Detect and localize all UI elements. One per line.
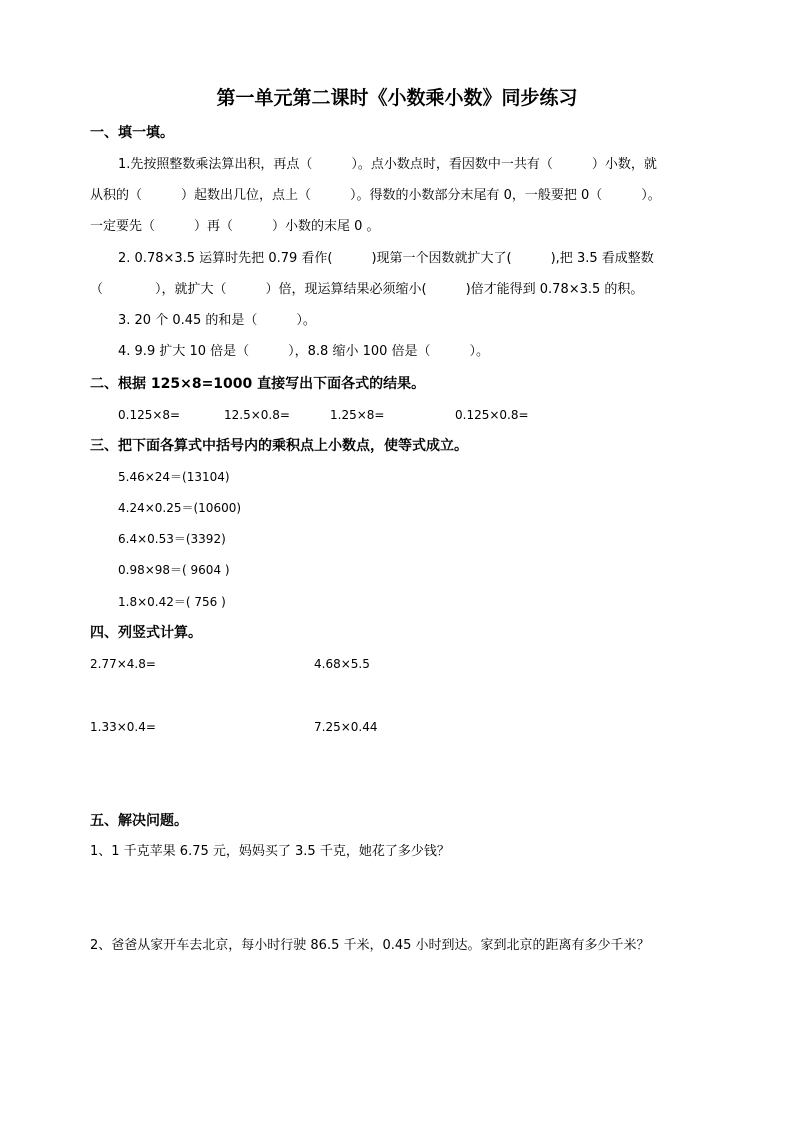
s2-item-4: 0.125×0.8= [455, 408, 529, 422]
s1-question-1-line-2: 从积的（ ）起数出几位，点上（ ）。得数的小数部分末尾有 0，一般要把 0（ ）。 [90, 188, 661, 203]
section-4-heading: 四、列竖式计算。 [90, 625, 202, 641]
s4-item-2: 4.68×5.5 [314, 657, 370, 671]
s1-question-2-line-2: （ ），就扩大（ ）倍，现运算结果必须缩小( )倍才能得到 0.78×3.5 的积。 [90, 282, 644, 297]
section-3-heading: 三、把下面各算式中括号内的乘积点上小数点，使等式成立。 [90, 438, 468, 454]
s1-question-3: 3. 20 个 0.45 的和是（ ）。 [118, 313, 316, 328]
s4-item-4: 7.25×0.44 [314, 720, 378, 734]
s2-item-2: 12.5×0.8= [224, 408, 290, 422]
s1-question-4: 4. 9.9 扩大 10 倍是（ ），8.8 缩小 100 倍是（ ）。 [118, 344, 490, 359]
section-1-heading: 一、填一填。 [90, 125, 174, 141]
s4-item-1: 2.77×4.8= [90, 657, 156, 671]
s1-question-1-line-3: 一定要先（ ）再（ ）小数的末尾 0 。 [90, 219, 380, 234]
s1-question-1-line-1: 1.先按照整数乘法算出积，再点（ ）。点小数点时，看因数中一共有（ ）小数，就 [118, 157, 657, 172]
s5-question-2: 2、爸爸从家开车去北京，每小时行驶 86.5 千米，0.45 小时到达。家到北京的距离有多少千米？ [90, 938, 650, 953]
s4-item-3: 1.33×0.4= [90, 720, 156, 734]
s2-item-3: 1.25×8= [330, 408, 385, 422]
s3-item-2: 4.24×0.25＝(10600) [118, 501, 242, 515]
s3-item-5: 1.8×0.42＝( 756 ) [118, 595, 226, 609]
s2-item-1: 0.125×8= [118, 408, 181, 422]
page-title: 第一单元第二课时《小数乘小数》同步练习 [216, 87, 578, 109]
section-2-heading: 二、根据 125×8=1000 直接写出下面各式的结果。 [90, 376, 426, 392]
s3-item-1: 5.46×24＝(13104) [118, 470, 230, 484]
s5-question-1: 1、1 千克苹果 6.75 元，妈妈买了 3.5 千克，她花了多少钱？ [90, 844, 450, 859]
s3-item-3: 6.4×0.53＝(3392) [118, 532, 226, 546]
s3-item-4: 0.98×98＝( 9604 ) [118, 563, 230, 577]
s1-question-2-line-1: 2. 0.78×3.5 运算时先把 0.79 看作( )现第一个因数就扩大了( ),把 3.5 看成整数 [118, 251, 654, 266]
section-5-heading: 五、解决问题。 [90, 813, 188, 829]
